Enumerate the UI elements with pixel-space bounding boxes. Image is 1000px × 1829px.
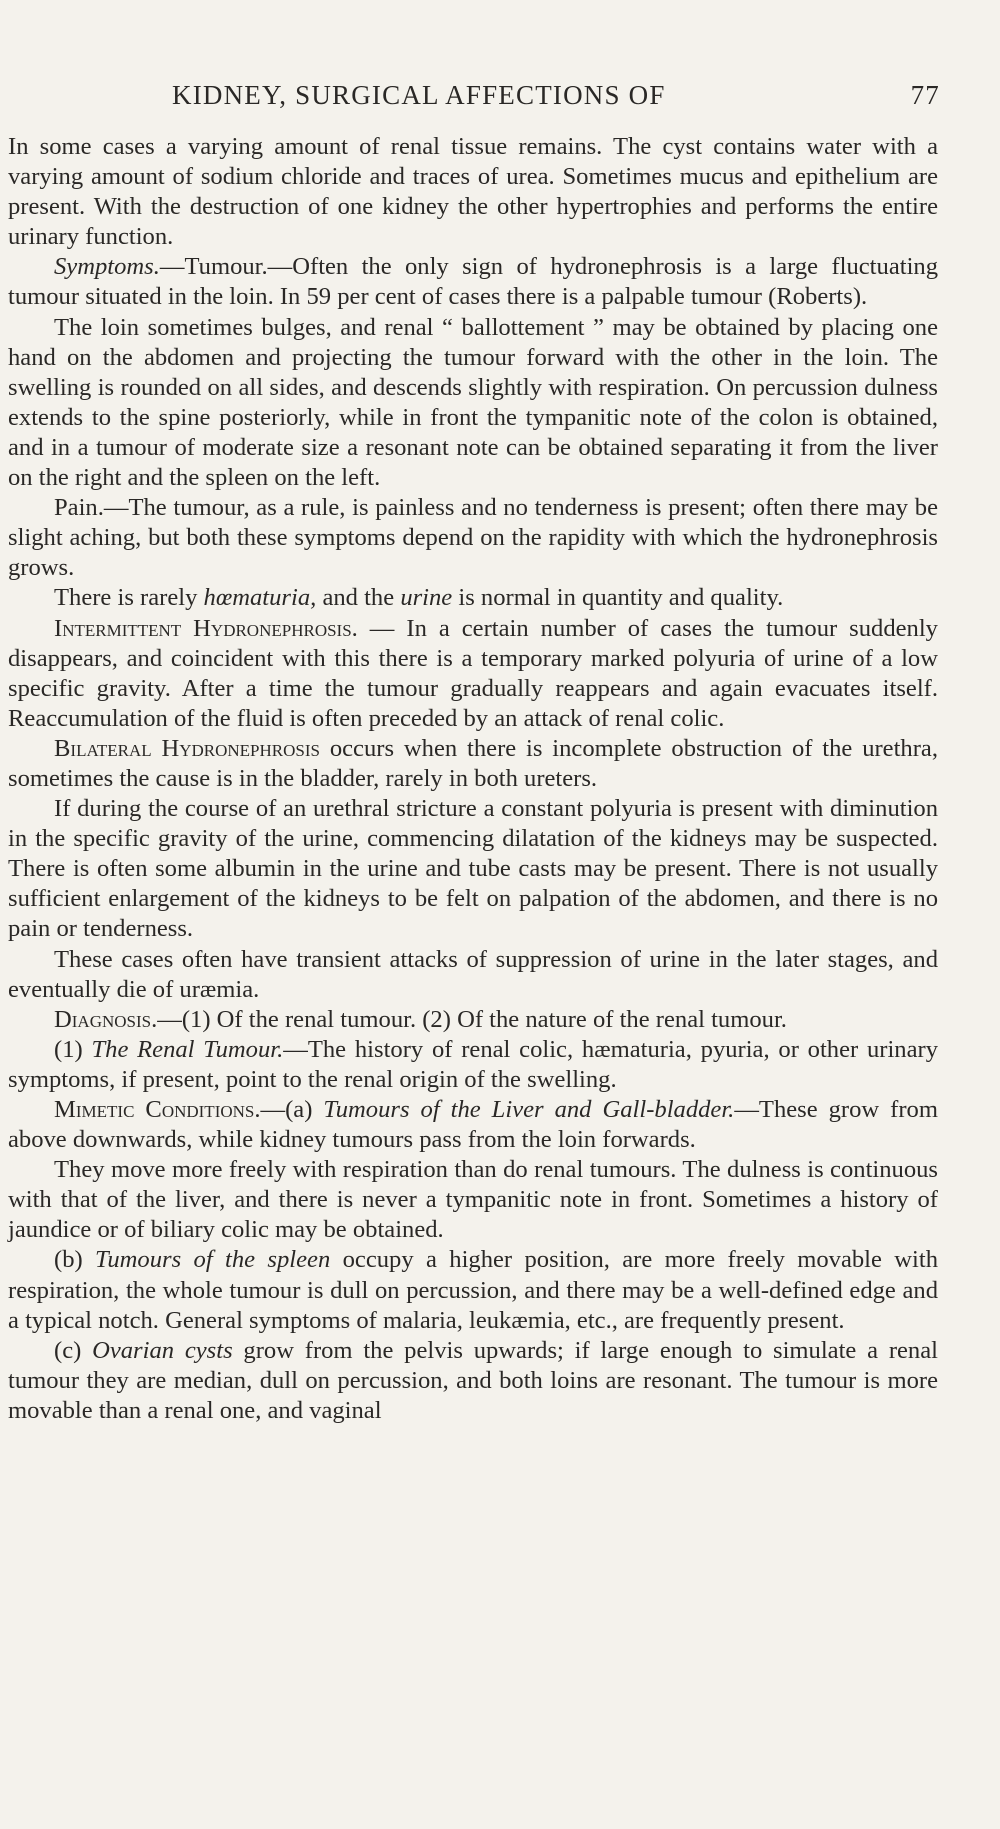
paragraph-spleen: (b) Tumours of the spleen occupy a higher position, are more freely movable with respiration, the whole tumour is dull on percussion, and there may be a well-defined edge and a typical notch. General symptoms of malaria, leukæmia, etc., are frequently present. <box>8 1246 939 1334</box>
page-number: 77 <box>910 80 940 110</box>
paragraph-renal-tissue: In some cases a varying amount of renal tissue remains. The cyst contains water with a varying amount of sodium chloride and traces of urea. Sometimes mucus and epithelium are present. With the destruction of one kidney the other hypertrophies and performs the entire urinary function. <box>8 133 938 251</box>
page-body <box>8 132 938 1426</box>
paragraph-mimetic-conditions: Mimetic Conditions.—(a) Tumours of the Liver and Gall-bladder.—These grow from above downwards, while kidney tumours pass from the loin forwards. <box>8 1096 938 1154</box>
paragraph-suppression: These cases often have transient attacks of suppression of urine in the later stages, and eventually die of uræmia. <box>8 945 938 1003</box>
diagnosis-heading: Diagnosis. <box>54 1005 158 1033</box>
symptoms-heading: Symptoms. <box>54 253 160 281</box>
paragraph-intermittent-hydronephrosis: Intermittent Hydronephrosis. — In a certain number of cases the tumour suddenly disappears, and coincident with this there is a temporary marked polyuria of urine of a low specific gravity. After a time the tumour gradually reappears and again evacuates itself. Reaccumulation of the fluid is often preceded by an attack of renal colic. <box>8 614 938 732</box>
paragraph-ballottement: The loin sometimes bulges, and renal “ ballottement ” may be obtained by placing one hand on the abdomen and projecting the tumour forward with the other in the loin. The swelling is rounded on all sides, and descends slightly with respiration. On percussion dulness extends to the spine posteriorly, while in front the tympanitic note of the colon is obtained, and in a tumour of moderate size a resonant note can be obtained separating it from the liver on the right and the spleen on the left. <box>8 313 938 492</box>
intermittent-heading: Intermittent Hydronephrosis. <box>54 614 358 642</box>
bilateral-heading: Bilateral Hydronephrosis <box>54 734 320 762</box>
paragraph-renal-tumour: (1) The Renal Tumour.—The history of renal colic, hæmaturia, pyuria, or other urinary symptoms, if present, point to the renal origin of the swelling. <box>8 1035 939 1093</box>
running-title: KIDNEY, SURGICAL AFFECTIONS OF <box>172 80 666 110</box>
paragraph-pain: Pain.—The tumour, as a rule, is painless and no tenderness is present; often there may be slight aching, but both these symptoms depend on the rapidity with which the hydronephrosis grows. <box>8 494 938 582</box>
paragraph-bilateral-hydronephrosis: Bilateral Hydronephrosis occurs when there is incomplete obstruction of the urethra, sometimes the cause is in the bladder, rarely in both ureters. <box>8 734 938 792</box>
running-header <box>8 74 938 120</box>
paragraph-diagnosis: Diagnosis.—(1) Of the renal tumour. (2) Of the nature of the renal tumour. <box>54 1005 787 1033</box>
paragraph-symptoms: Symptoms.—Tumour.—Often the only sign of hydronephrosis is a large fluctuating tumour situated in the loin. In 59 per cent of cases there is a palpable tumour (Roberts). <box>8 253 938 311</box>
paragraph-haematuria: There is rarely hœmaturia, and the urine is normal in quantity and quality. <box>54 584 784 612</box>
paragraph-urethral-stricture: If during the course of an urethral stricture a constant polyuria is present with diminution in the specific gravity of the urine, commencing dilatation of the kidneys may be suspected. There is often some albumin in the urine and tube casts may be present. There is not usually sufficient enlargement of the kidneys to be felt on palpation of the abdomen, and there is no pain or tenderness. <box>8 795 938 943</box>
paragraph-ovarian-cysts: (c) Ovarian cysts grow from the pelvis upwards; if large enough to simulate a renal tumour they are median, dull on percussion, and both loins are resonant. The tumour is more movable than a renal one, and vaginal <box>8 1336 938 1424</box>
renal-tumour-heading: The Renal Tumour. <box>91 1035 284 1063</box>
paragraph-respiration: They move more freely with respiration than do renal tumours. The dulness is continuous with that of the liver, and there is never a tympanitic note in front. Sometimes a history of jaundice or of biliary colic may be obtained. <box>8 1156 938 1244</box>
mimetic-heading: Mimetic Conditions. <box>54 1096 261 1123</box>
